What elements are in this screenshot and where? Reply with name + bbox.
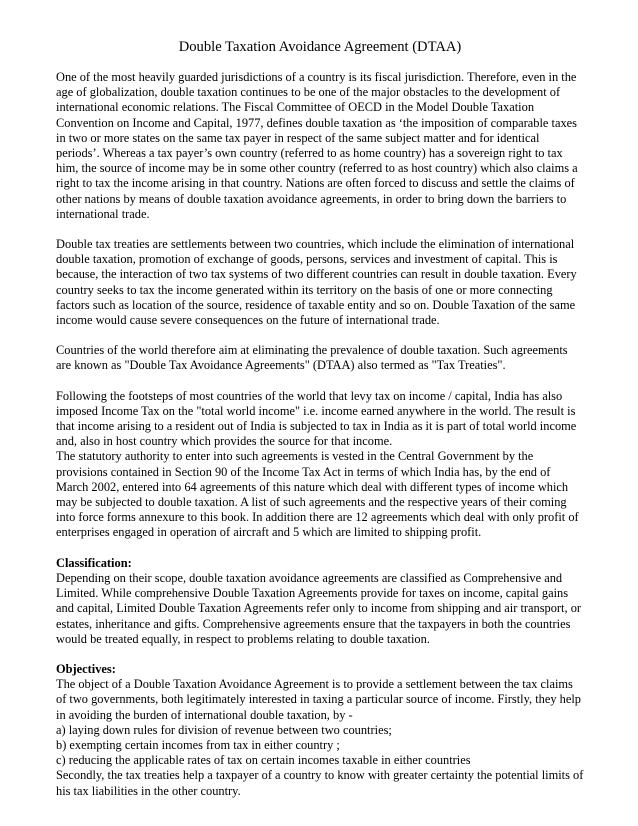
classification-heading: Classification: bbox=[56, 555, 132, 570]
paragraph-dtaa-definition: Countries of the world therefore aim at eliminating the prevalence of double taxation. Such agreements are known as "Double Tax Avoidance Agreements" (DTAA) also termed as "Tax Treaties". bbox=[56, 343, 568, 373]
classification-section bbox=[56, 556, 584, 647]
objectives-heading: Objectives: bbox=[56, 661, 116, 676]
objectives-closing: Secondly, the tax treaties help a taxpayer of a country to know with greater certainty the potential limits of his tax liabilities in the other country. bbox=[56, 768, 584, 798]
paragraph-india-income-tax: Following the footsteps of most countries of the world that levy tax on income / capital, India has also imposed Income Tax on the "total world income" i.e. income earned anywhere in the world. The result is that income arising to a resident out of India is subjected to tax in India as it is part of total world income and, also in host country which provides the source for that income. bbox=[56, 388, 577, 449]
objectives-intro: The object of a Double Taxation Avoidance Agreement is to provide a settlement between the tax claims of two governments, both legitimately interested in taxing a particular source of income. Firstly, they help in avoiding the burden of international double taxation, by - bbox=[56, 677, 581, 722]
objectives-item-c: c) reducing the applicable rates of tax on certain incomes taxable in either countries bbox=[56, 753, 471, 768]
document-page bbox=[56, 38, 584, 799]
classification-body: Depending on their scope, double taxation avoidance agreements are classified as Comprehensive and Limited. While comprehensive Double Taxation Agreements provide for taxes on income, capital gains and capital, Limited Double Taxation Agreements refer only to income from shipping and air transport, or estates, inheritance and gifts. Comprehensive agreements ensure that the taxpayers in both the countries would be treated equally, in respect to problems relating to double taxation. bbox=[56, 570, 582, 646]
paragraph-fiscal-jurisdiction: One of the most heavily guarded jurisdictions of a country is its fiscal jurisdiction. Therefore, even in the age of globalization, double taxation continues to be one of the major obstacles to the development of international economic relations. The Fiscal Committee of OECD in the Model Double Taxation Convention on Income and Capital, 1977, defines double taxation as ‘the imposition of comparable taxes in two or more states on the same tax payer in respect of the same subject matter and for identical periods’. Whereas a tax payer’s own country (referred to as home country) has a sovereign right to tax him, the source of income may be in some other country (referred to as host country) which also claims a right to tax the income arising in that country. Nations are often forced to discuss and settle the claims of other nations by means of double taxation avoidance agreements, in order to bring down the barriers to international trade. bbox=[56, 70, 578, 221]
objectives-item-b: b) exempting certain incomes from tax in either country ; bbox=[56, 737, 340, 752]
paragraph-statutory-authority: The statutory authority to enter into such agreements is vested in the Central Government by the provisions contained in Section 90 of the Income Tax Act in terms of which India has, by the end of March 2002, entered into 64 agreements of this nature which deal with different types of income which may be subjected to double taxation. A list of such agreements and the respective years of their coming into force forms annexure to this book. In addition there are 12 agreements which deal with only profit of enterprises engaged in operation of aircraft and 5 which are limited to shipping profit. bbox=[56, 449, 579, 540]
objectives-item-a: a) laying down rules for division of revenue between two countries; bbox=[56, 722, 392, 737]
objectives-section bbox=[56, 662, 584, 799]
paragraph-double-tax-treaties: Double tax treaties are settlements between two countries, which include the elimination of international double taxation, promotion of exchange of goods, persons, services and investment of capital. This is because, the interaction of two tax systems of two different countries can result in double taxation. Every country seeks to tax the income generated within its territory on the basis of one or more connecting factors such as location of the source, residence of taxable entity and so on. Double Taxation of the same income would cause severe consequences on the future of international trade. bbox=[56, 237, 577, 328]
document-title: Double Taxation Avoidance Agreement (DTAA) bbox=[178, 39, 462, 55]
